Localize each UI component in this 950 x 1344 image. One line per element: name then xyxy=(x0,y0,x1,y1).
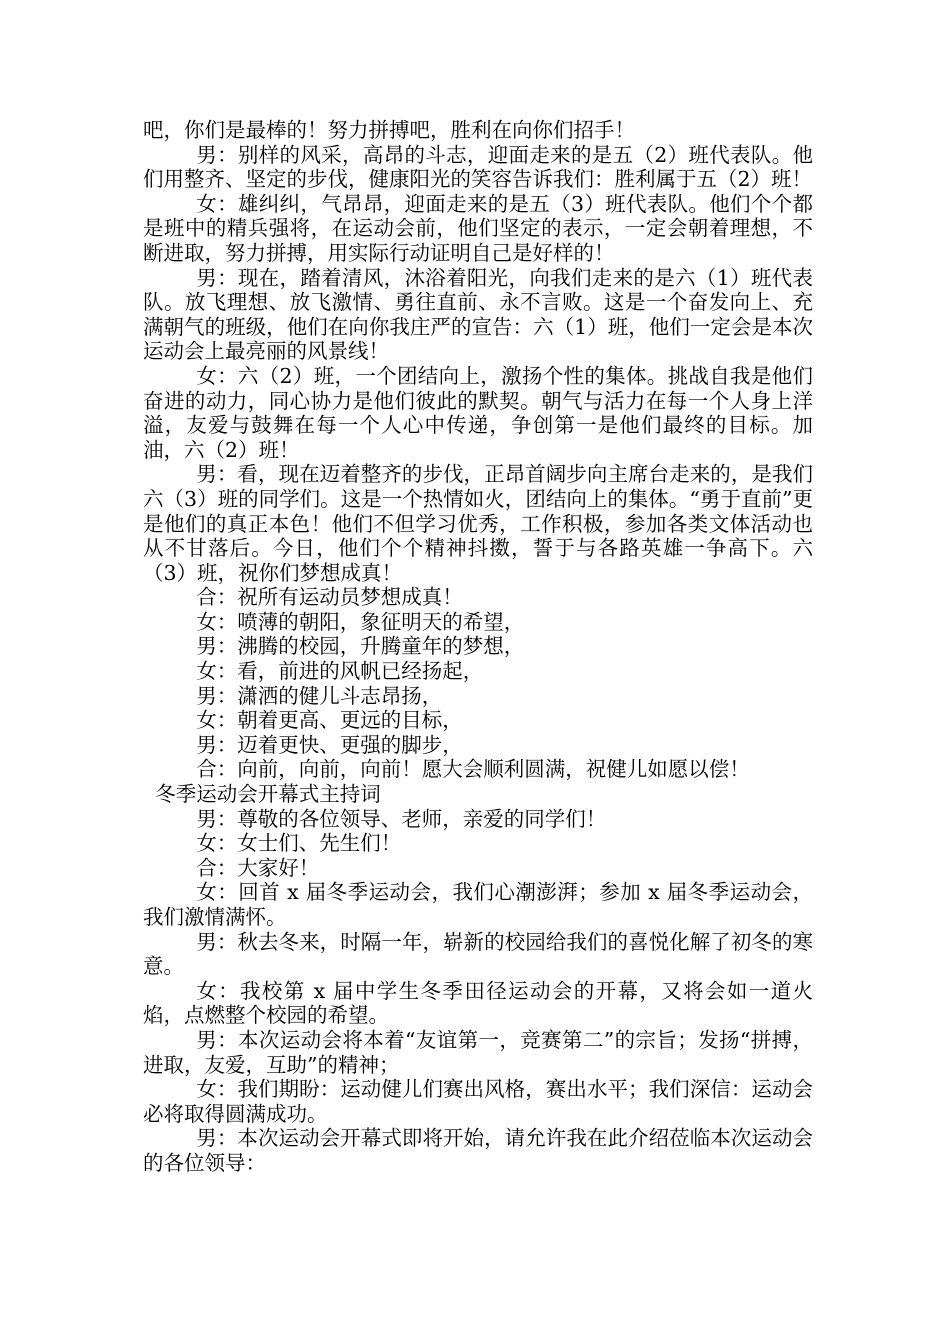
paragraph: 女：女士们、先生们！ xyxy=(196,831,402,856)
paragraph: 合：大家好！ xyxy=(196,855,320,880)
paragraph: 男：别样的风采，高昂的斗志，迎面走来的是五（2）班代表队。他们用整齐、坚定的步伐，健康阳光的笑容告诉我们：胜利属于五（2）班！ xyxy=(143,142,813,192)
paragraph: 女：雄纠纠，气昂昂，迎面走来的是五（3）班代表队。他们个个都是班中的精兵强将，在运动会前，他们坚定的表示，一定会朝着理想，不断进取，努力拼搏，用实际行动证明自己是好样的！ xyxy=(143,191,813,265)
paragraph: 合：祝所有运动员梦想成真！ xyxy=(196,585,463,610)
paragraph: 男：迈着更快、更强的脚步， xyxy=(196,732,463,757)
paragraph: 女：看，前进的风帆已经扬起， xyxy=(196,659,484,684)
paragraph: 男：看，现在迈着整齐的步伐，正昂首阔步向主席台走来的，是我们六（3）班的同学们。这是一个热情如火，团结向上的集体。“勇于直前”更是他们的真正本色！他们不但学习优秀，工作积极，参加各类文体活动也从不甘落后。今日，他们个个精神抖擞，誓于与各路英雄一争高下。六（3）班，祝你们梦想成真！ xyxy=(143,462,813,585)
paragraph: 男：秋去冬来，时隔一年，崭新的校园给我们的喜悦化解了初冬的寒意。 xyxy=(143,929,813,979)
paragraph: 男：本次运动会将本着“友谊第一，竞赛第二”的宗旨；发扬“拼搏，进取，友爱，互助”的精神； xyxy=(143,1027,813,1077)
section-heading: 冬季运动会开幕式主持词 xyxy=(155,782,381,807)
paragraph: 女：我校第 x 届中学生冬季田径运动会的开幕，又将会如一道火焰，点燃整个校园的希望。 xyxy=(143,978,813,1028)
paragraph: 吧，你们是最棒的！努力拼搏吧，胜利在向你们招手！ xyxy=(143,118,635,142)
paragraph: 男：潇洒的健儿斗志昂扬， xyxy=(196,683,443,708)
paragraph: 女：我们期盼：运动健儿们赛出风格，赛出水平；我们深信：运动会必将取得圆满成功。 xyxy=(143,1077,813,1126)
paragraph: 女：朝着更高、更远的目标， xyxy=(196,708,463,733)
paragraph: 合：向前，向前，向前！愿大会顺利圆满，祝健儿如愿以偿！ xyxy=(196,757,750,782)
document-page xyxy=(143,118,813,1176)
paragraph: 女：回首 x 届冬季运动会，我们心潮澎湃；参加 x 届冬季运动会，我们激情满怀。 xyxy=(143,880,813,929)
paragraph: 女：喷薄的朝阳，象征明天的希望， xyxy=(196,609,525,634)
paragraph: 男：本次运动会开幕式即将开始，请允许我在此介绍莅临本次运动会的各位领导： xyxy=(143,1126,813,1175)
paragraph: 男：尊敬的各位领导、老师，亲爱的同学们！ xyxy=(196,806,607,831)
paragraph: 男：现在，踏着清风，沐浴着阳光，向我们走来的是六（1）班代表队。放飞理想、放飞激情、勇往直前、永不言败。这是一个奋发向上、充满朝气的班级，他们在向你我庄严的宣告：六（1）班，他们一定会是本次运动会上最亮丽的风景线！ xyxy=(143,265,813,364)
paragraph: 男：沸腾的校园，升腾童年的梦想， xyxy=(196,634,525,659)
paragraph: 女：六（2）班，一个团结向上，激扬个性的集体。挑战自我是他们奋进的动力，同心协力是他们彼此的默契。朝气与活力在每一个人身上洋溢，友爱与鼓舞在每一个人心中传递，争创第一是他们最终的目标。加油，六（2）班！ xyxy=(143,363,813,462)
